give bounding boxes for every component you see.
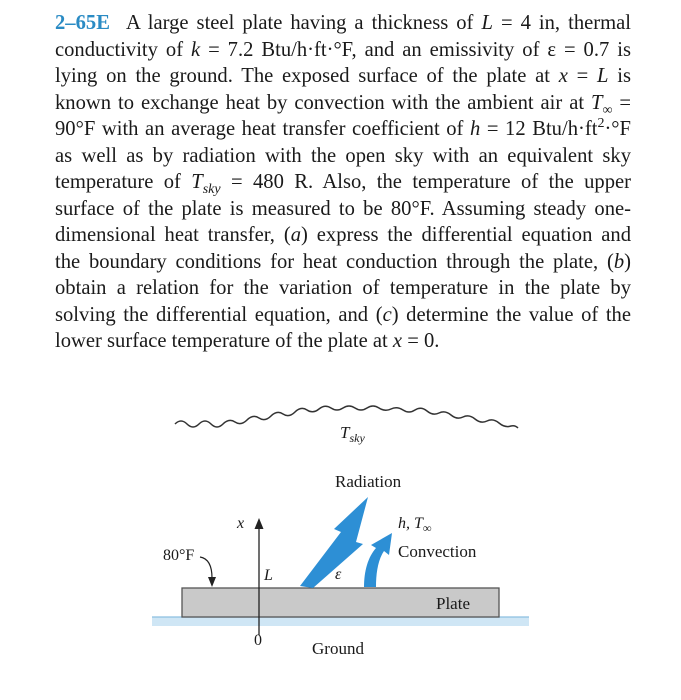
problem-text-segment: = [567, 65, 598, 87]
problem-statement [55, 10, 631, 355]
emissivity-label: ε [335, 566, 342, 583]
problem-text-segment: sky [202, 182, 221, 198]
origin-label: 0 [254, 632, 262, 649]
problem-text-segment: = 480 R. Also, the temperature of the upper surface of the plate is measured to be 80°F. Assuming steady one-dimensional heat transfer, ( [55, 171, 631, 246]
convection-label: Convection [398, 542, 477, 561]
problem-text-segment: c [382, 303, 392, 326]
problem-body [55, 12, 631, 352]
ground-label: Ground [312, 639, 364, 658]
surface-temp-pointer [200, 557, 212, 578]
problem-text-segment: ·°F as well as by radiation with the open sky with an equivalent sky temperature of [55, 118, 631, 193]
surface-temp-label: 80°F [163, 547, 195, 564]
radiation-arrow-icon [300, 497, 368, 588]
problem-text-segment: ) obtain a relation for the variation of temperature in the plate by solving the differential equation, and ( [55, 250, 631, 326]
problem-number: 2–65E [55, 12, 110, 34]
problem-text-segment: L [481, 12, 493, 34]
problem-text-segment: T [591, 91, 603, 114]
problem-text-segment: A large steel plate having a thickness of [125, 12, 482, 34]
figure-diagram [0, 395, 681, 695]
problem-text-segment: ) express the differential equation and the boundary conditions for heat conduction through the plate, ( [55, 224, 631, 273]
convection-arrow-icon [364, 533, 392, 587]
surface-temp-pointer-head [208, 577, 216, 587]
ground-strip [152, 617, 529, 626]
problem-text-segment: T [191, 171, 203, 193]
plate-label: Plate [436, 594, 470, 613]
problem-text-segment: L [597, 65, 609, 87]
problem-text-segment: x [558, 65, 568, 87]
problem-text-segment: = 7.2 Btu/h·ft·°F, and an emissivity of ε = 0.7 is lying on the ground. The exposed surface of the plate at [55, 38, 631, 87]
figure [0, 395, 681, 695]
problem-text-segment: 2 [597, 116, 605, 132]
problem-text-segment: = 4 in, thermal conductivity of [55, 12, 631, 61]
problem-text-segment: h [469, 118, 481, 140]
problem-text-segment: a [290, 224, 302, 246]
thickness-label: L [264, 567, 273, 584]
problem-text-segment: b [613, 250, 625, 273]
tsky-label: $T_{sky}$ [340, 423, 365, 445]
radiation-label: Radiation [335, 472, 402, 491]
problem-text-segment: x [392, 330, 403, 352]
problem-text-segment: k [191, 38, 201, 61]
x-axis-label: x [237, 515, 245, 532]
problem-text-segment: ) determine the value of the lower surface temperature of the plate at [55, 303, 631, 352]
problem-text-segment: = 0. [402, 330, 440, 352]
problem-text-segment: = 12 Btu/h·ft [480, 118, 598, 140]
problem-text-segment: is known to exchange heat by convection with the ambient air at [55, 65, 631, 114]
problem-text-segment: ∞ [602, 102, 613, 118]
x-axis-arrowhead [255, 518, 264, 529]
problem-text-segment: = 90°F with an average heat transfer coefficient of [55, 91, 631, 140]
convection-h-label: h, $T_\infty$ [398, 515, 432, 535]
